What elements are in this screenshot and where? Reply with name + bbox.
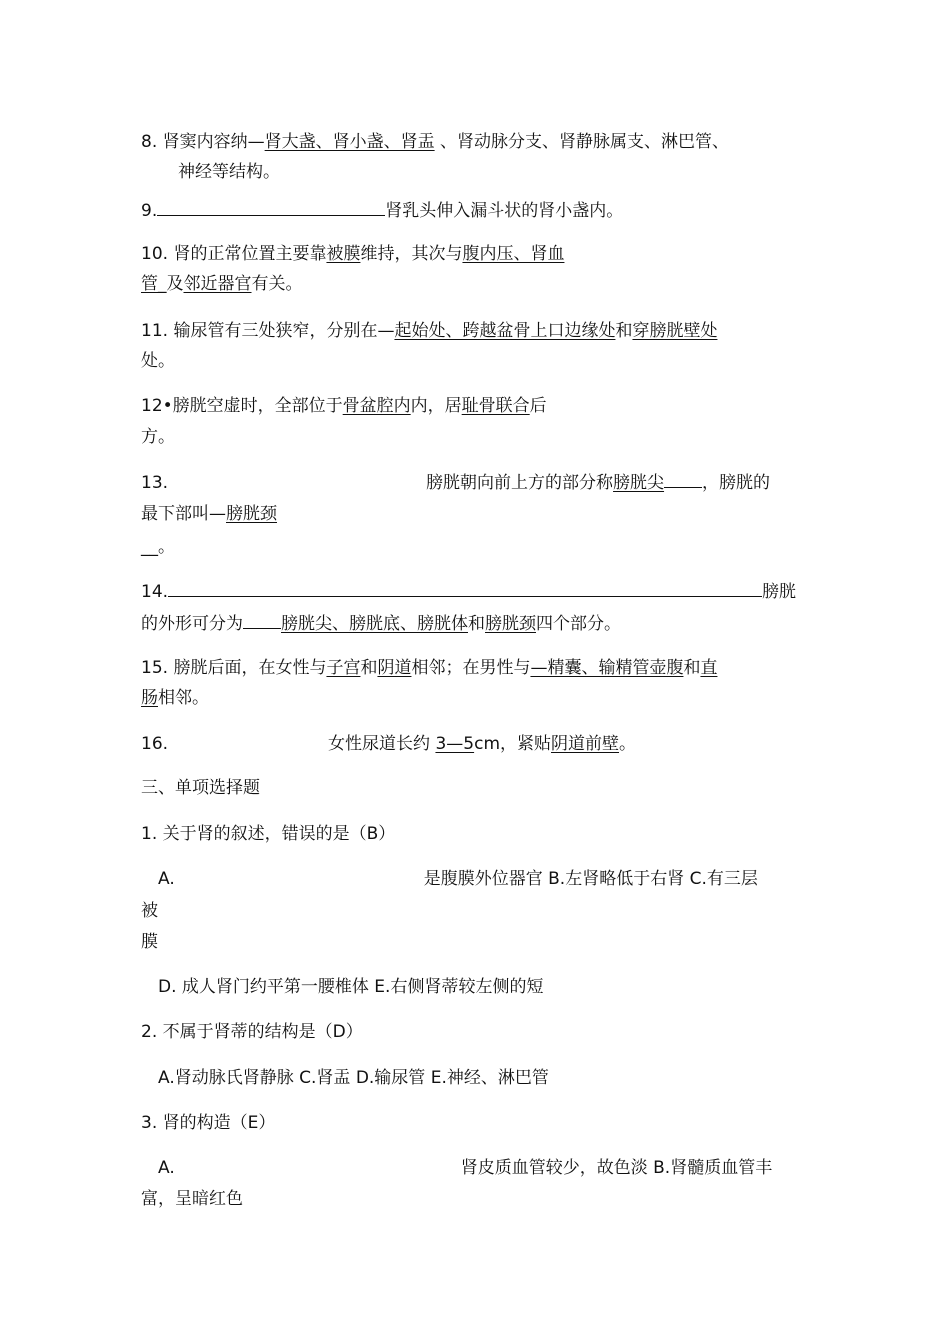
question-number: 16. [141, 734, 169, 754]
question-text: 和 [360, 658, 378, 678]
mc-question-2-options: A.肾动脉氏肾静脉 C.肾盂 D.输尿管 E.神经、淋巴管 [158, 1068, 549, 1088]
answer-text: 膀胱颈 [226, 504, 277, 524]
answer-text: 3—5 [435, 734, 475, 754]
option-label: A. [158, 1158, 175, 1178]
fill-question-16 [141, 733, 636, 755]
question-text: 8. 肾窦内容纳— [141, 132, 265, 152]
answer-text: 肠 [141, 688, 158, 708]
answer-blank [664, 471, 702, 488]
fill-question-15 [141, 657, 717, 679]
section-title: 三、单项选择题 [141, 778, 260, 798]
mc-question-1-wrap: 膜 [141, 932, 158, 952]
question-text: 相邻。 [158, 688, 209, 708]
question-text: 女性尿道长约 [328, 734, 436, 754]
question-text: 膀胱 [762, 582, 797, 602]
answer-blank [168, 580, 762, 597]
fill-question-14-cont [141, 612, 621, 635]
question-text: cm，紧贴 [474, 734, 552, 754]
question-text: 最下部叫— [141, 504, 226, 524]
mc-question-1: 1. 关于肾的叙述，错误的是（B） [141, 824, 396, 844]
question-text: 和 [615, 321, 633, 341]
answer-blank [243, 612, 281, 629]
fill-question-10-cont [141, 273, 303, 295]
answer-text: 阴道前壁 [551, 734, 620, 754]
fill-question-12-cont: 方。 [141, 427, 175, 447]
question-text: 四个部分。 [536, 614, 621, 634]
question-text: 的外形可分为 [141, 614, 243, 634]
option-text: 肾皮质血管较少，故色淡 B.肾髓质血管丰 [460, 1158, 773, 1178]
question-text: 10. 肾的正常位置主要靠 [141, 244, 327, 264]
answer-text: 阴道 [377, 658, 412, 678]
question-text: 、肾动脉分支、肾静脉属支、淋巴管、 [434, 132, 730, 152]
option-text: 是腹膜外位器官 B.左肾略低于右肾 C.有三层 [423, 869, 758, 889]
answer-text: 肾大盏、肾小盏、肾盂 [264, 132, 435, 152]
answer-text: 腹内压、肾血 [462, 244, 565, 264]
question-number: 13. [141, 473, 169, 493]
fill-question-8 [141, 131, 729, 153]
question-text: 有关。 [251, 274, 303, 294]
answer-text: 膀胱尖、膀胱底、膀胱体 [281, 614, 468, 634]
option-label: A. [158, 869, 175, 889]
question-text: 后 [529, 396, 547, 416]
question-text: 内，居 [410, 396, 462, 416]
question-text: ，膀胱的 [702, 473, 771, 493]
fill-question-9 [141, 199, 623, 222]
fill-question-11 [141, 320, 717, 342]
question-text: _及 [158, 274, 184, 294]
answer-text: 子宫 [326, 658, 361, 678]
question-text: 维持，其次与 [360, 244, 463, 264]
answer-text: 被膜 [326, 244, 361, 264]
fill-question-13 [141, 471, 770, 494]
answer-blank [157, 199, 385, 216]
fill-question-13-end: __。 [141, 537, 175, 557]
question-text: 和 [468, 614, 485, 634]
question-text: 相邻；在男性与 [411, 658, 531, 678]
mc-question-1-options [158, 868, 758, 890]
question-text: 15. 膀胱后面，在女性与 [141, 658, 327, 678]
fill-question-10 [141, 243, 564, 265]
answer-text: 直 [700, 658, 718, 678]
fill-question-15-cont [141, 687, 209, 709]
answer-text: 膀胱颈 [485, 614, 536, 634]
answer-text: 骨盆腔内 [342, 396, 411, 416]
answer-text: 起始处、跨越盆骨上口边缘处 [394, 321, 616, 341]
mc-question-3-options [158, 1157, 772, 1179]
answer-text: 邻近器官 [183, 274, 252, 294]
question-text: 膀胱朝向前上方的部分称 [426, 473, 614, 493]
mc-question-3-wrap: 富，呈暗红色 [141, 1189, 243, 1209]
question-text: 和 [683, 658, 701, 678]
fill-question-14 [141, 580, 796, 603]
fill-question-8-cont: 神经等结构。 [178, 162, 280, 182]
answer-text: 膀胱尖 [613, 473, 665, 493]
question-text: 肾乳头伸入漏斗状的肾小盏内。 [385, 201, 624, 221]
question-number: 14. [141, 582, 169, 602]
question-number: 9. [141, 201, 158, 221]
fill-question-11-cont: 处。 [141, 351, 175, 371]
question-text: 。 [619, 734, 637, 754]
mc-question-1-options-2: D. 成人肾门约平第一腰椎体 E.右侧肾蒂较左侧的短 [158, 977, 544, 997]
answer-text: 穿膀胱壁处 [632, 321, 718, 341]
question-text: 11. 输尿管有三处狭窄，分别在— [141, 321, 395, 341]
answer-text: 耻骨联合 [461, 396, 530, 416]
mc-question-2: 2. 不属于肾蒂的结构是（D） [141, 1022, 363, 1042]
question-text: 12•膀胱空虚时，全部位于 [141, 396, 343, 416]
fill-question-12 [141, 395, 547, 417]
answer-text: —精囊、输精管壶腹 [530, 658, 684, 678]
mc-question-3: 3. 肾的构造（E） [141, 1113, 276, 1133]
answer-text: 管 [141, 274, 158, 294]
fill-question-13-cont [141, 503, 277, 525]
mc-question-1-wrap: 被 [141, 901, 158, 921]
